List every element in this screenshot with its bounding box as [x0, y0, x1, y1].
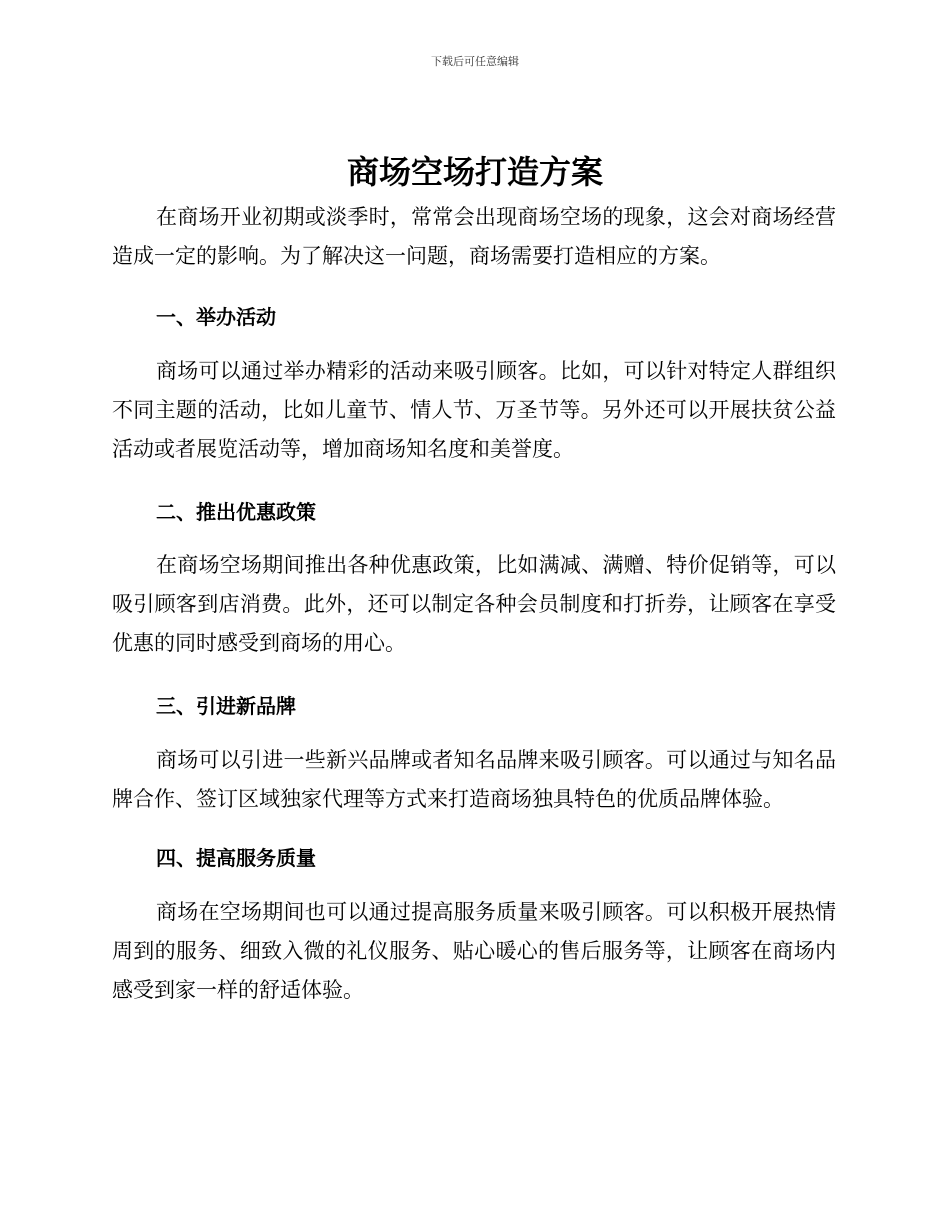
section-body-1: 商场可以通过举办精彩的活动来吸引顾客。比如，可以针对特定人群组织不同主题的活动，比如儿童节、情人节、万圣节等。另外还可以开展扶贫公益活动或者展览活动等，增加商场知名度和美誉度。 [112, 359, 836, 461]
section-heading-3: 三、引进新品牌 [156, 694, 296, 718]
header-note: 下载后可任意编辑 [431, 55, 519, 68]
section-body-2: 在商场空场期间推出各种优惠政策，比如满减、满赠、特价促销等，可以吸引顾客到店消费。此外，还可以制定各种会员制度和打折券，让顾客在享受优惠的同时感受到商场的用心。 [112, 553, 836, 655]
document-title: 商场空场打造方案 [346, 153, 603, 191]
section-body-3: 商场可以引进一些新兴品牌或者知名品牌来吸引顾客。可以通过与知名品牌合作、签订区域独家代理等方式来打造商场独具特色的优质品牌体验。 [112, 748, 836, 811]
section-heading-2: 二、推出优惠政策 [156, 500, 316, 524]
intro-paragraph: 在商场开业初期或淡季时，常常会出现商场空场的现象，这会对商场经营造成一定的影响。为了解决这一问题，商场需要打造相应的方案。 [112, 205, 836, 268]
section-heading-1: 一、举办活动 [156, 305, 276, 329]
section-body-4: 商场在空场期间也可以通过提高服务质量来吸引顾客。可以积极开展热情周到的服务、细致入微的礼仪服务、贴心暖心的售后服务等，让顾客在商场内感受到家一样的舒适体验。 [112, 900, 836, 1002]
section-heading-4: 四、提高服务质量 [156, 846, 316, 870]
